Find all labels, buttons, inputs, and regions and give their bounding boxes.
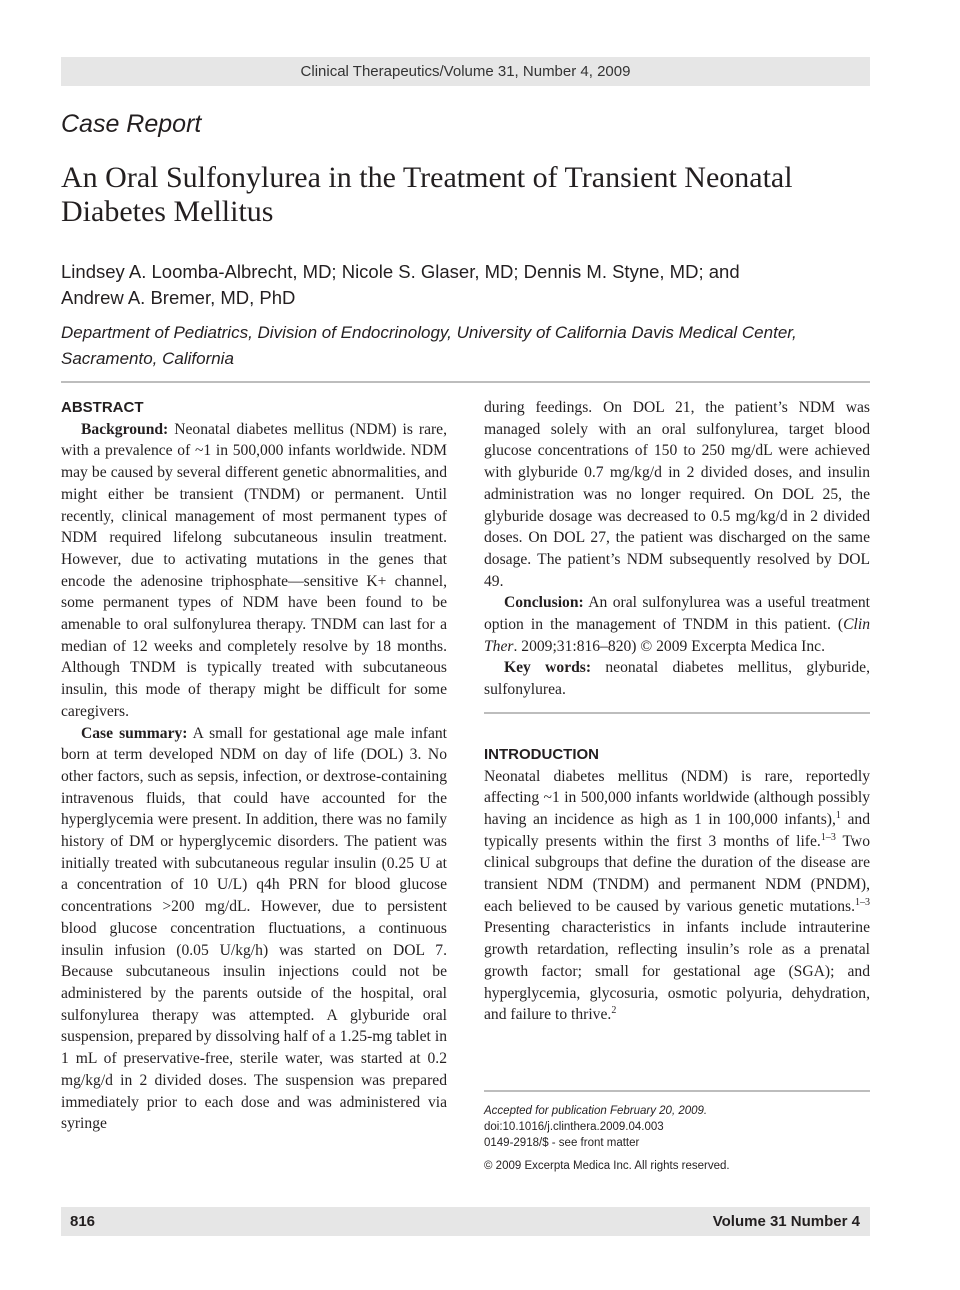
background-text: Neonatal diabetes mellitus (NDM) is rare, with a prevalence of ~1 in 500,000 infants worldwide. NDM may be caused by several different genetic abnormalities, and might either be transient (TNDM) or permanent. Until recently, clinical management of most permanent types of NDM required lifelong subcutaneous insulin treatment. However, due to activating mutations in the genes that encode the adenosine triphosphate—sensitive K+ channel, some permanent types of NDM have been found to be amenable to oral sulfonylurea therapy. TNDM can last for a median of 12 weeks and completely resolve by 18 months. Although TNDM is typically treated with subcutaneous insulin, this mode of therapy might be difficult for some caregivers. <box>61 420 447 720</box>
abstract-heading: ABSTRACT <box>61 399 144 416</box>
affiliation-line-2: Sacramento, California <box>61 349 234 368</box>
affiliation-line-1: Department of Pediatrics, Division of Endocrinology, University of California Davis Medical Center, <box>61 323 797 342</box>
footer-volume: Volume 31 Number 4 <box>712 1213 860 1230</box>
abstract-conclusion <box>484 592 870 657</box>
page-footer <box>61 1207 870 1236</box>
intro-text-3: Two clinical subgroups that define the duration of the disease are transient NDM (TNDM) and permanent NDM (PNDM), each believed to be caused by various genetic mutations. <box>484 832 870 915</box>
keywords-text: neonatal diabetes mellitus, glyburide, sulfonylurea. <box>484 659 870 699</box>
abstract-case-summary-continued: during feedings. On DOL 21, the patient’s NDM was managed solely with an oral sulfonylurea, target blood glucose concentrations of 150 to 250 mg/dL were achieved with glyburide 0.7 mg/kg/d in 2 divided doses, and insulin administration was no longer required. On DOL 25, the glyburide dosage was decreased to 0.5 mg/kg/d in 2 divided doses. On DOL 27, the patient was discharged on the same dosage. The patient’s NDM subsequently resolved by DOL 49. <box>484 399 870 590</box>
citation-journal: Clin Ther <box>484 616 870 655</box>
case-summary-text: A small for gestational age male infant born at term developed NDM on day of life (DOL) 3. No other factors, such as sepsis, infection, or dextrose-containing intravenous fluids, that could have accounted for the hyperglycemia were present. In addition, there was no family history of DM or hyperglycemic disorders. The patient was initially treated with subcutaneous regular insulin (0.25 U at a concentration of 10 U/L) q4h PRN for blood glucose concentrations >200 mg/dL. However, due to persistent blood glucose concentration fluctuations, a continuous insulin infusion (0.05 U/kg/h) was started on DOL 7. Because subcutaneous insulin injections could not be administered by the parents outside of the hospital, oral sulfonylurea therapy was attempted. A glyburide oral suspension, prepared by dissolving half of a 1.25-mg tablet in 1 mL of preservative-free, sterile water, was started at 0.2 mg/kg/d in 2 divided doses. The suspension was prepared immediately prior to each dose and was administered via syringe <box>61 724 447 1133</box>
conclusion-label: Conclusion: <box>504 594 584 612</box>
citation-rest: . 2009;31:816–820) © 2009 Excerpta Medica Inc. <box>513 637 825 655</box>
ref-1: 1 <box>835 809 841 821</box>
issn: 0149-2918/$ - see front matter <box>484 1137 640 1149</box>
footnote <box>484 1103 870 1174</box>
author-list <box>61 259 881 311</box>
running-header-text: Clinical Therapeutics/Volume 31, Number 4, 2009 <box>300 63 631 80</box>
header-divider <box>61 381 870 383</box>
intro-text-4: Presenting characteristics in infants include intrauterine growth retardation, reflecting insulin’s role as a prenatal growth factor; small for gestational age (SGA); and hyperglycemia, glycosuria, osmotic polyuria, dehydration, and failure to thrive. <box>484 919 870 1024</box>
keywords-label: Key words: <box>504 659 592 677</box>
ref-4: 2 <box>611 1005 617 1017</box>
abstract-divider <box>484 712 870 714</box>
article-title: An Oral Sulfonylurea in the Treatment of Transient Neonatal Diabetes Mellitus <box>61 161 793 228</box>
accepted-date: Accepted for publication February 20, 2009. <box>484 1105 708 1117</box>
affiliation <box>61 320 881 372</box>
background-label: Background: <box>81 420 169 438</box>
introduction-heading: INTRODUCTION <box>484 745 599 763</box>
intro-text-2: and typically presents within the first 3 months of life. <box>484 810 870 850</box>
intro-text-1: Neonatal diabetes mellitus (NDM) is rare, reportedly affecting ~1 in 500,000 infants worldwide (although possibly having an incidence as high as 1 in 100,000 infants), <box>484 767 870 828</box>
introduction-paragraph <box>484 766 870 1026</box>
right-column <box>484 397 870 1026</box>
ref-2: 1–3 <box>820 831 836 843</box>
doi: doi:10.1016/j.clinthera.2009.04.003 <box>484 1121 664 1133</box>
abstract-background <box>61 419 447 723</box>
section-label: Case Report <box>61 110 202 138</box>
page-number: 816 <box>70 1213 96 1230</box>
conclusion-text: An oral sulfonylurea was a useful treatment option in the management of TNDM in this patient. ( <box>484 594 870 634</box>
running-header <box>61 57 870 86</box>
authors-line-1: Lindsey A. Loomba-Albrecht, MD; Nicole S. Glaser, MD; Dennis M. Styne, MD; and <box>61 261 740 282</box>
ref-3: 1–3 <box>855 896 870 908</box>
left-column <box>61 397 447 1135</box>
abstract-keywords <box>484 657 870 700</box>
authors-line-2: Andrew A. Bremer, MD, PhD <box>61 287 296 308</box>
abstract-case-summary <box>61 723 447 1135</box>
case-summary-label: Case summary: <box>81 724 188 742</box>
copyright: © 2009 Excerpta Medica Inc. All rights reserved. <box>484 1160 730 1172</box>
footnote-divider <box>484 1090 870 1092</box>
